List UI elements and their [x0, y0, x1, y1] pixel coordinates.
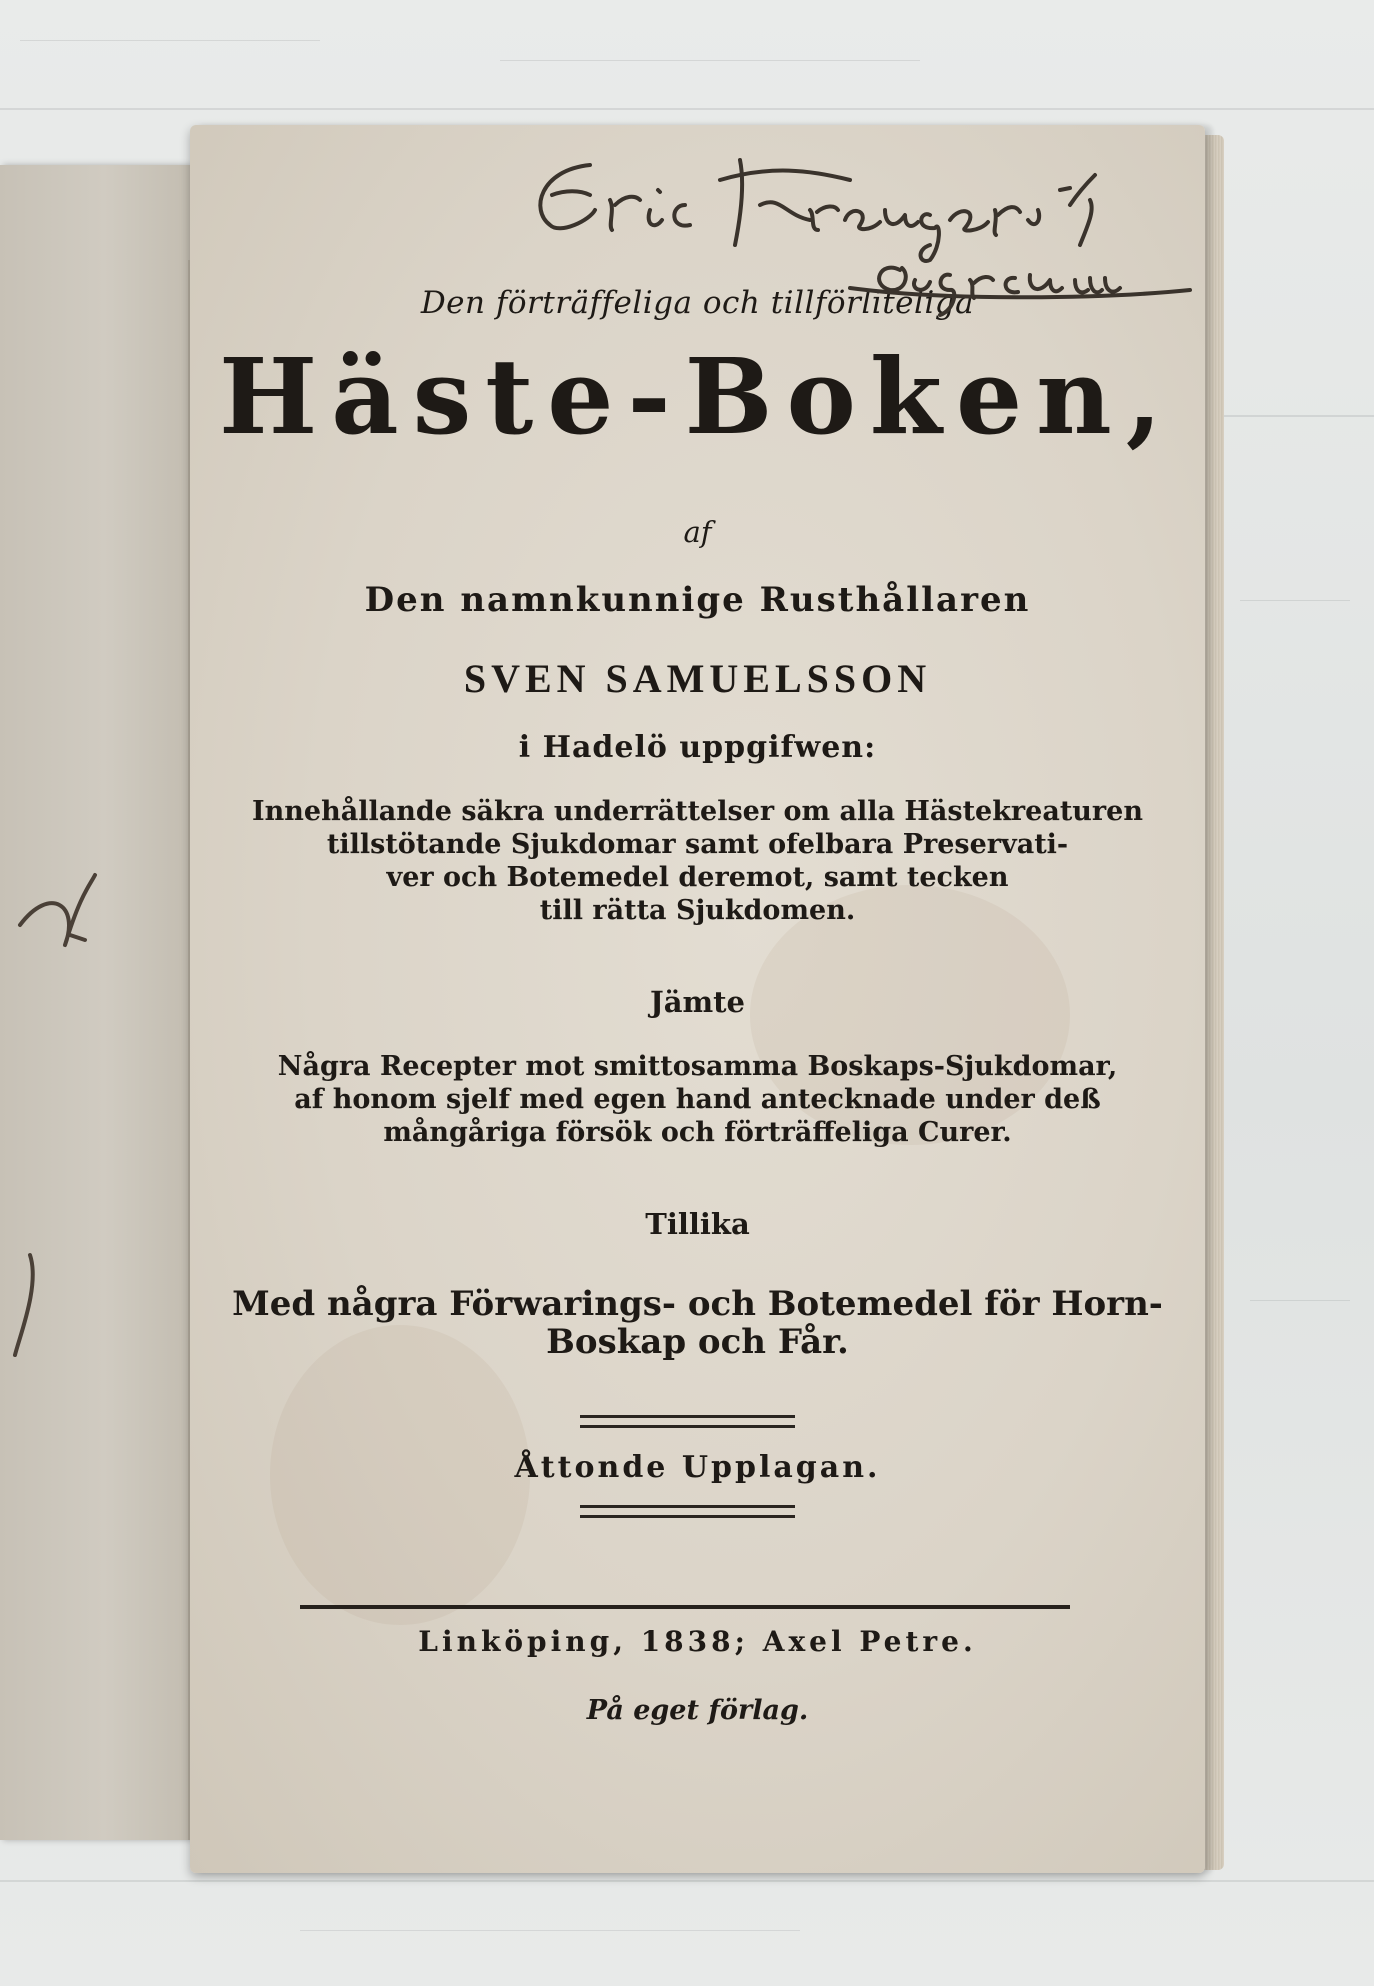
wood-grain [500, 60, 920, 61]
wood-grain [1240, 600, 1350, 601]
recipe-line: af honom sjelf med egen hand antecknade under deß [294, 1084, 1101, 1115]
jamte-heading: Jämte [649, 985, 746, 1019]
left-book-handwriting [10, 865, 100, 1365]
recipe-line: Några Recepter mot smittosamma Boskaps-Sjukdomar, [277, 1051, 1118, 1082]
left-book-cover [0, 165, 190, 1840]
imprint-rule [300, 1605, 1070, 1609]
horn-line: Boskap och Får. [546, 1322, 849, 1362]
wood-grain [20, 40, 320, 41]
tillika-heading: Tillika [645, 1207, 750, 1241]
owner-signature-handwritten [290, 150, 1210, 330]
edition-line: Åttonde Upplagan. [514, 1450, 881, 1485]
title-page [190, 125, 1205, 1873]
double-rule-bottom [580, 1505, 795, 1525]
description-line: tillstötande Sjukdomar samt ofelbara Preservati- [326, 829, 1069, 860]
description-line: till rätta Sjukdomen. [539, 895, 856, 926]
wood-grain [300, 1930, 800, 1931]
description-line: Innehållande säkra underrättelser om alla Hästekreaturen [252, 796, 1143, 827]
wood-grain [1250, 1300, 1350, 1301]
recipe-line: mångåriga försök och förträffeliga Curer. [383, 1117, 1012, 1148]
author-prefix: Den namnkunnige Rusthållaren [364, 580, 1031, 620]
wood-plank-seam [0, 108, 1374, 110]
intro-line: Den förträffeliga och tillförliteliga [420, 285, 975, 321]
af-line: af [683, 515, 712, 549]
author-name: SVEN SAMUELSSON [463, 656, 932, 701]
description-line: ver och Botemedel deremot, samt tecken [386, 862, 1009, 893]
book-title: Häste-Boken, [219, 335, 1176, 458]
publisher-note: På eget förlag. [586, 1695, 809, 1726]
imprint-line: Linköping, 1838; Axel Petre. [418, 1625, 977, 1658]
wood-plank-seam [0, 1880, 1374, 1882]
origin-line: i Hadelö uppgifwen: [518, 730, 877, 765]
double-rule-top [580, 1415, 795, 1435]
horn-line: Med några Förwarings- och Botemedel för Horn- [232, 1284, 1163, 1324]
